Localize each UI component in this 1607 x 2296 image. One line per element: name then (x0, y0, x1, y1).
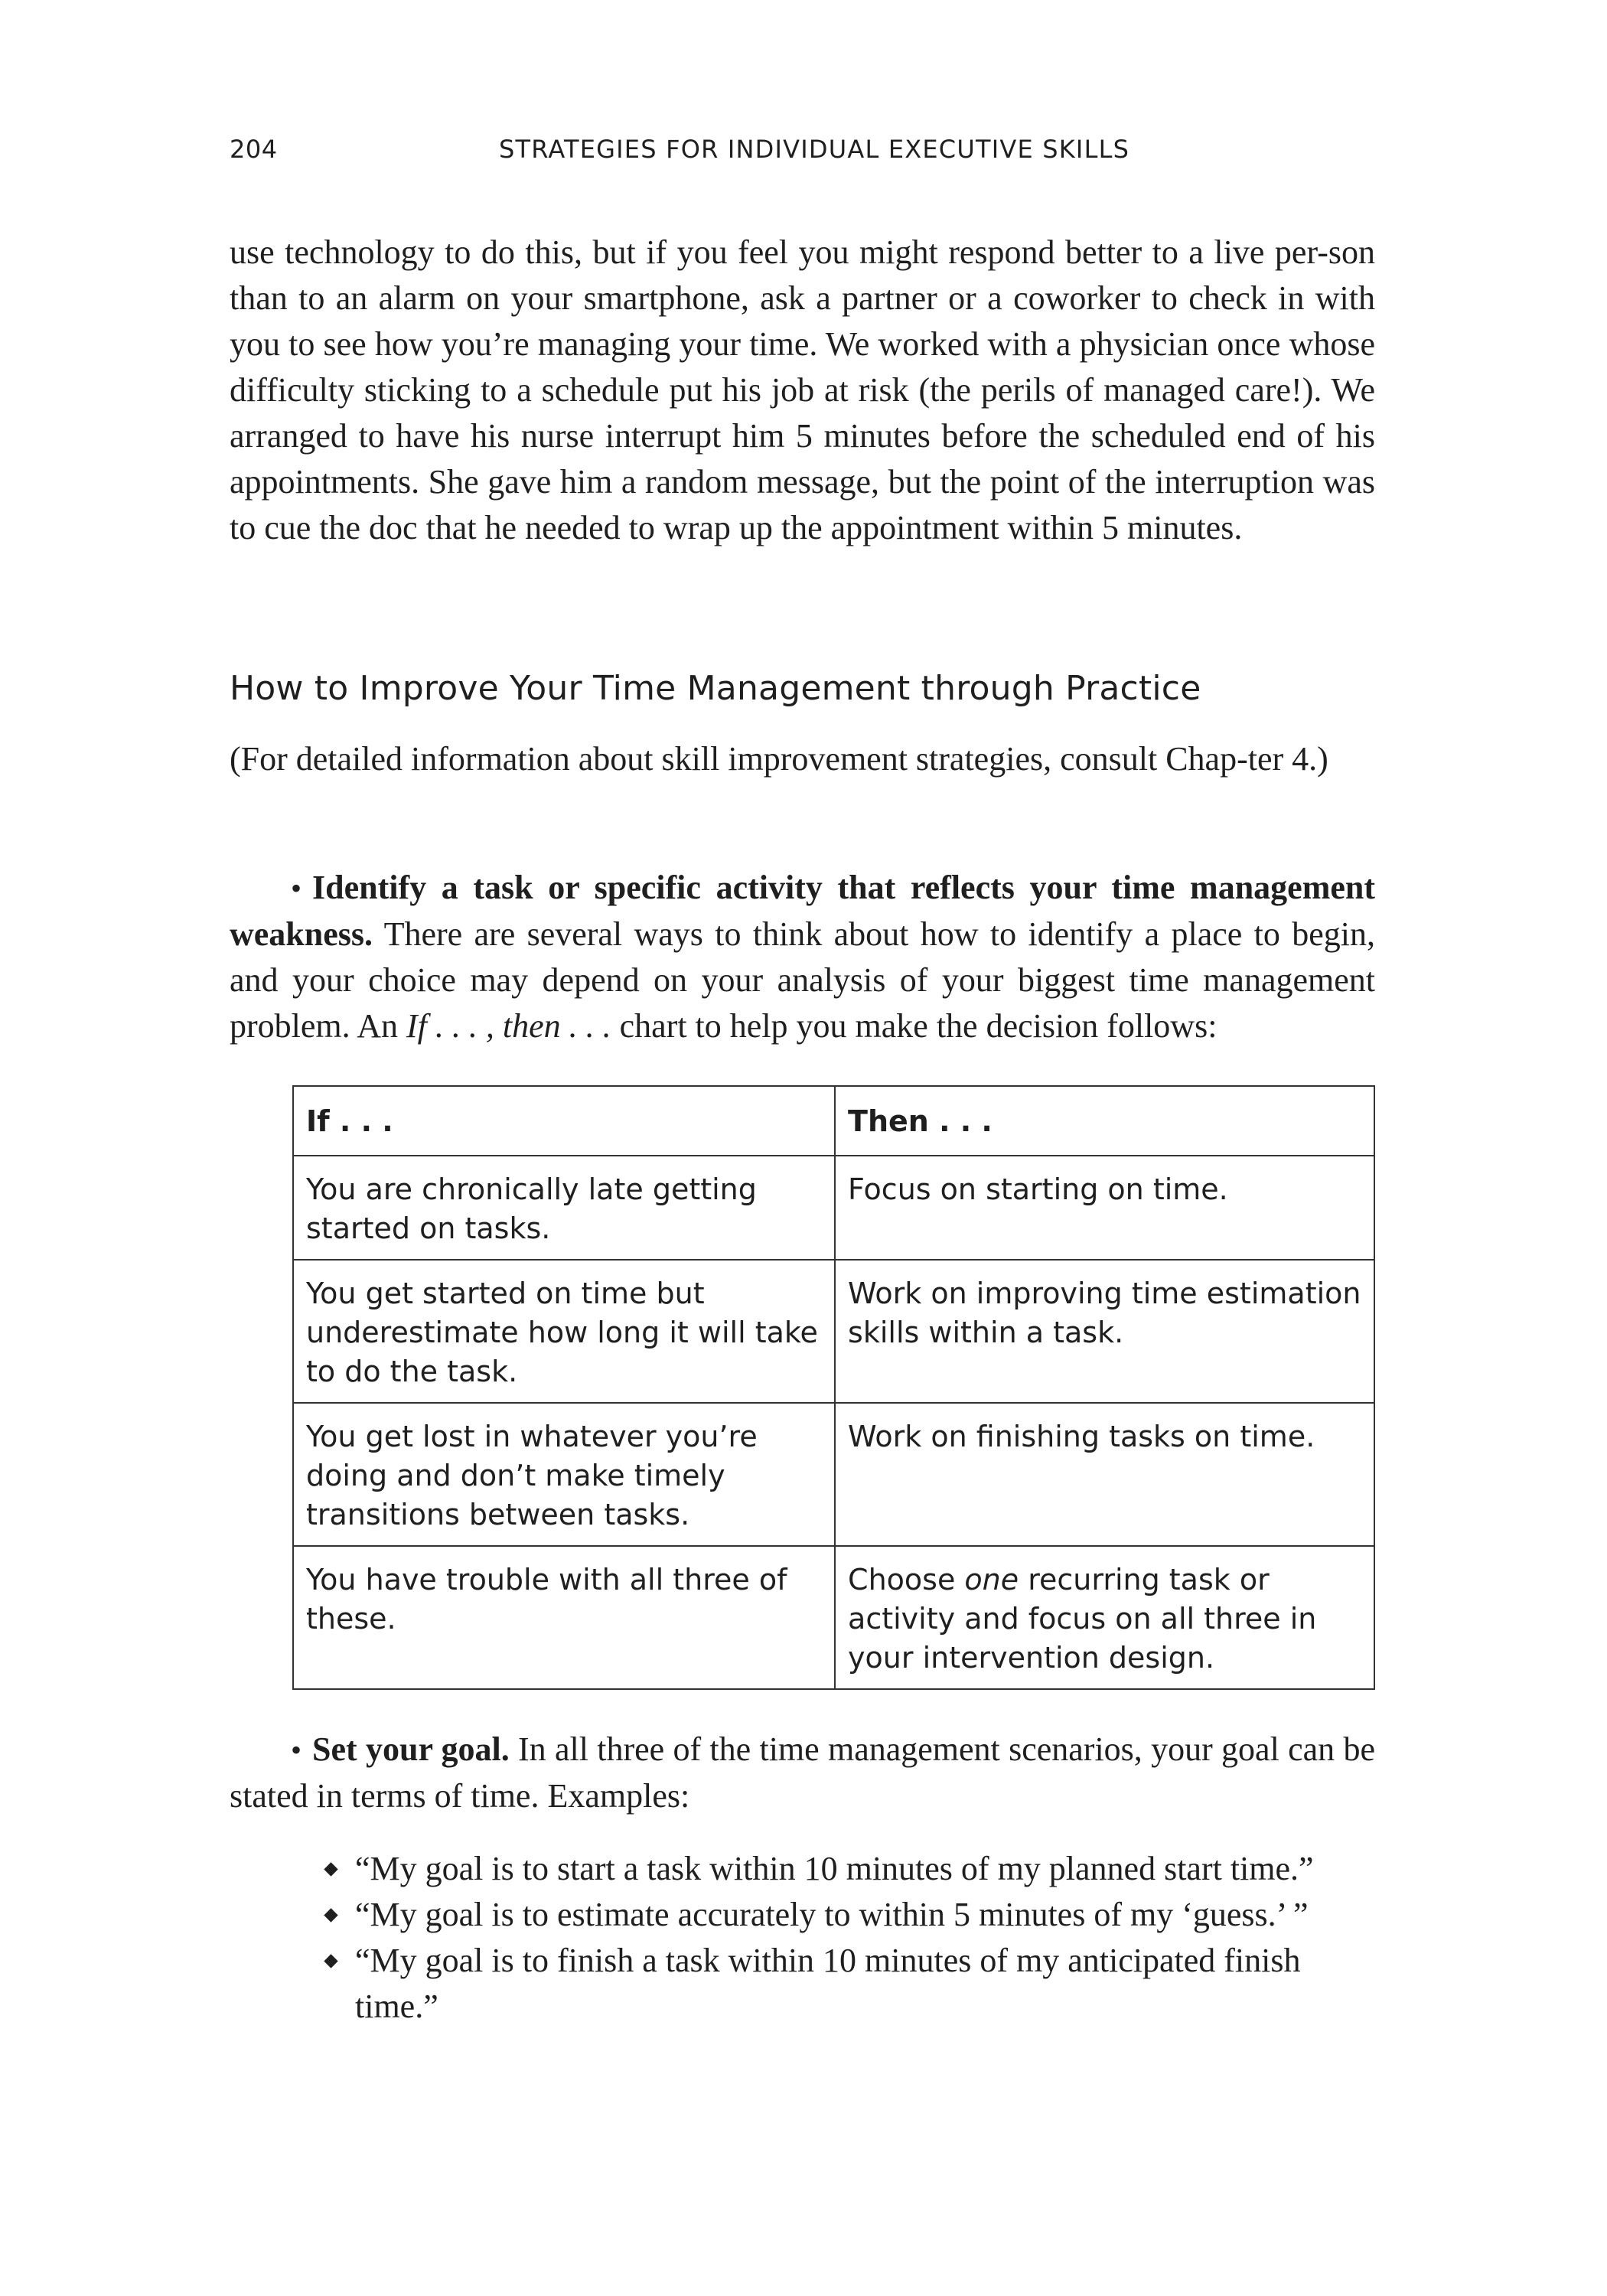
table-row (293, 1260, 1374, 1403)
goal-examples-list (323, 1846, 1375, 2030)
bullet-text: In all three of the time management scenarios, your goal can be stated in terms of time. Examples: (230, 1730, 1375, 1815)
cell-then (835, 1546, 1374, 1689)
intro-note: (For detailed information about skill improvement strategies, consult Chap-ter 4.) (230, 740, 1328, 778)
example-text: “My goal is to finish a task within 10 minutes of my anticipated finish time.” (355, 1942, 1301, 2025)
cell-then: Work on improving time estimation skills within a task. (835, 1260, 1374, 1403)
cell-if: You are chronically late getting started on tasks. (293, 1156, 835, 1260)
bullet-lead: Identify a task or specific activity that reflects your time management weakness. (230, 869, 1375, 953)
bullet-italic: If . . . , then . . . (406, 1007, 611, 1045)
example-text: “My goal is to estimate accurately to within 5 minutes of my ‘guess.’ ” (355, 1896, 1309, 1933)
body-paragraph: use technology to do this, but if you feel you might respond better to a live per-son than to an alarm on your smartphone, ask a partner or a coworker to check in with you to see how you’re managing your time. We worked with a physician once whose difficulty sticking to a schedule put his job at risk (the perils of managed care!). We arranged to have his nurse interrupt him 5 minutes before the scheduled end of his appointments. She gave him a random message, but the point of the interruption was to cue the doc that he needed to wrap up the appointment within 5 minutes. (230, 233, 1375, 546)
example-text: “My goal is to start a task within 10 minutes of my planned start time.” (355, 1850, 1314, 1887)
bullet-lead: Set your goal. (312, 1730, 510, 1768)
page-header (230, 135, 1375, 173)
cell-if: You get lost in whatever you’re doing and don’t make timely transitions between tasks. (293, 1403, 835, 1546)
table-row (293, 1156, 1374, 1260)
cell-if: You have trouble with all three of these. (293, 1546, 835, 1689)
page-number: 204 (230, 135, 278, 164)
bullet-text: There are several ways to think about how to identify a place to begin, and your choice may depend on your analysis of your biggest time management problem. An (230, 915, 1375, 1045)
section-heading: How to Improve Your Time Management through Practice (230, 669, 1201, 708)
diamond-bullet-icon (324, 1908, 337, 1922)
diamond-bullet-icon (324, 1862, 337, 1876)
table-row (293, 1546, 1374, 1689)
cell-then-text-end: recurring task or activity and focus on all three in your intervention design. (848, 1563, 1317, 1675)
list-item (323, 1892, 1375, 1938)
cell-then: Work on finishing tasks on time. (835, 1403, 1374, 1546)
bullet-icon: • (291, 1733, 302, 1767)
cell-if: You get started on time but underestimate how long it will take to do the task. (293, 1260, 835, 1403)
book-page (230, 0, 1375, 2296)
cell-then-italic: one (964, 1563, 1019, 1596)
cell-then-text: Choose (848, 1563, 965, 1596)
list-item (323, 1846, 1375, 1892)
header-if: If . . . (293, 1086, 835, 1156)
bullet-set-goal (230, 1727, 1375, 1819)
cell-then: Focus on starting on time. (835, 1156, 1374, 1260)
table-header-row (293, 1086, 1374, 1156)
table-row (293, 1403, 1374, 1546)
bullet-text-end: chart to help you make the decision follows: (611, 1007, 1217, 1045)
bullet-icon: • (291, 871, 302, 905)
diamond-bullet-icon (324, 1954, 337, 1968)
header-then: Then . . . (835, 1086, 1374, 1156)
if-then-table (292, 1085, 1375, 1690)
list-item (323, 1938, 1375, 2030)
bullet-identify-task (230, 865, 1375, 1049)
running-head: STRATEGIES FOR INDIVIDUAL EXECUTIVE SKILLS (499, 135, 1130, 164)
